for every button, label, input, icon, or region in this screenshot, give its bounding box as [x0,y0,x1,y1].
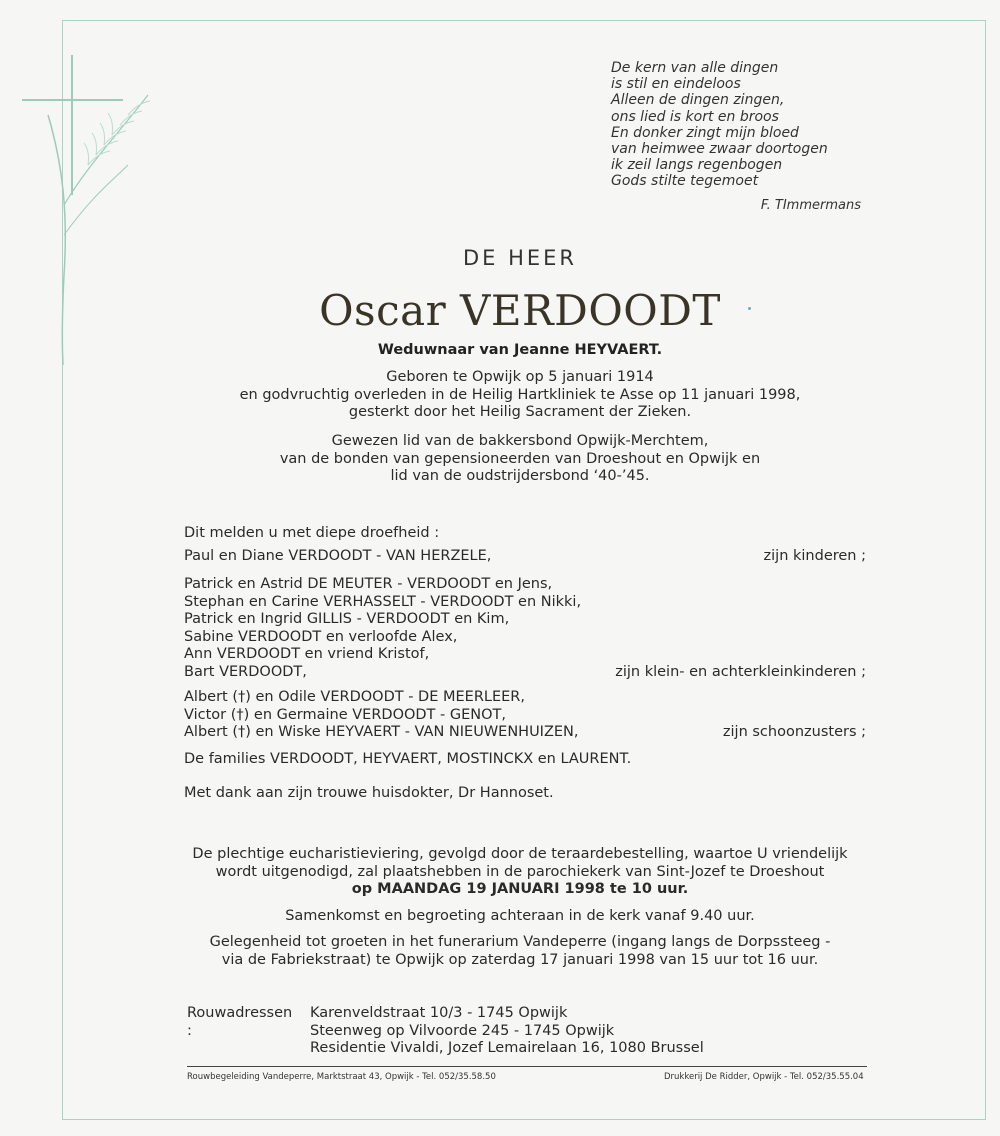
decorative-dot [748,307,751,310]
ceremony-date: op MAANDAG 19 JANUARI 1998 te 10 uur. [351,881,689,897]
ceremony-info [170,846,870,899]
family-line [184,664,866,682]
family-name: Patrick en Ingrid GILLIS - VERDOODT en Kim, [184,611,510,627]
info-line: gesterkt door het Heilig Sacrament der Zieken. [348,404,692,420]
footer-divider [187,1066,867,1067]
funerarium-line: Gelegenheid tot groeten in het funerarium Vandeperre (ingang langs de Dorpssteeg - [209,934,831,950]
poem [611,60,911,190]
family-name: Bart VERDOODT, [184,663,307,680]
gathering-line: Samenkomst en begroeting achteraan in de kerk vanaf 9.40 uur. [285,908,755,924]
relation-label: zijn kinderen ; [763,548,866,564]
info-line: Geboren te Opwijk op 5 januari 1914 [386,369,654,385]
family-name: Albert (†) en Wiske HEYVAERT - VAN NIEUWENHUIZEN, [184,724,579,740]
poem-line: van heimwee zwaar doortogen [611,141,828,158]
poem-line: ik zeil langs regenbogen [611,157,783,174]
poem-line: Gods stilte tegemoet [611,173,759,190]
footer-printer: Drukkerij De Ridder, Opwijk - Tel. 052/35.55.04 [664,1072,864,1082]
address-line: Residentie Vivaldi, Jozef Lemairelaan 16, 1080 Brussel [310,1040,704,1056]
family-name: Ann VERDOODT en vriend Kristof, [184,646,430,662]
poem-line: is stil en eindeloos [611,76,741,93]
membership-info [200,433,840,486]
children-block [184,548,866,566]
address-line: Steenweg op Vilvoorde 245 - 1745 Opwijk [310,1022,615,1039]
grandchildren-block [184,576,866,681]
family-line [184,724,866,742]
deceased-name: Oscar VERDOODT [319,286,721,335]
info-line: en godvruchtig overleden in de Heilig Hartkliniek te Asse op 11 januari 1998, [239,386,801,403]
family-name: Patrick en Astrid DE MEUTER - VERDOODT en Jens, [184,576,553,592]
birth-death-info [200,369,840,422]
info-line: lid van de oudstrijdersbond ‘40-’45. [390,468,650,484]
thanks-line: Met dank aan zijn trouwe huisdokter, Dr Hannoset. [184,785,554,801]
family-name: Albert (†) en Odile VERDOODT - DE MEERLEER, [184,689,525,705]
funerarium-info [170,934,870,969]
info-line: van de bonden van gepensioneerden van Droeshout en Opwijk en [279,450,761,467]
honorific: DE HEER [462,246,578,270]
ceremony-line: De plechtige eucharistieviering, gevolgd door de teraardebestelling, waartoe U vriendelijk [192,846,848,862]
sisters-in-law-block [184,689,866,742]
addresses-label: Rouwadressen : [187,1005,293,1039]
family-name: Stephan en Carine VERHASSELT - VERDOODT en Nikki, [184,593,582,610]
footer-undertaker: Rouwbegeleiding Vandeperre, Marktstraat 43, Opwijk - Tel. 052/35.58.50 [187,1072,496,1082]
funerarium-line: via de Fabriekstraat) te Opwijk op zaterdag 17 januari 1998 van 15 uur tot 16 uur. [221,951,819,968]
poem-author: F. TImmermans [760,198,861,213]
relation-label: zijn schoonzusters ; [722,724,866,740]
info-line: Gewezen lid van de bakkersbond Opwijk-Merchtem, [331,433,709,449]
announcement: Dit melden u met diepe droefheid : [184,525,440,541]
poem-line: ons lied is kort en broos [611,108,779,125]
families-line: De families VERDOODT, HEYVAERT, MOSTINCKX en LAURENT. [184,751,632,767]
poem-line: En donker zingt mijn bloed [611,124,799,141]
relation-label: zijn klein- en achterkleinkinderen ; [615,663,866,680]
widow-line: Weduwnaar van Jeanne HEYVAERT. [377,342,663,358]
address-line: Karenveldstraat 10/3 - 1745 Opwijk [310,1005,568,1021]
family-name: Victor (†) en Germaine VERDOODT - GENOT, [184,706,506,723]
addresses-list [310,1005,704,1058]
family-name: Sabine VERDOODT en verloofde Alex, [184,628,458,645]
ceremony-line: wordt uitgenodigd, zal plaatshebben in de parochiekerk van Sint-Jozef te Droeshout [215,863,825,880]
family-name: Paul en Diane VERDOODT - VAN HERZELE, [184,548,492,564]
family-line [184,548,866,566]
cross-wheat-icon [18,55,158,365]
poem-line: Alleen de dingen zingen, [611,92,785,109]
poem-line: De kern van alle dingen [611,60,779,76]
